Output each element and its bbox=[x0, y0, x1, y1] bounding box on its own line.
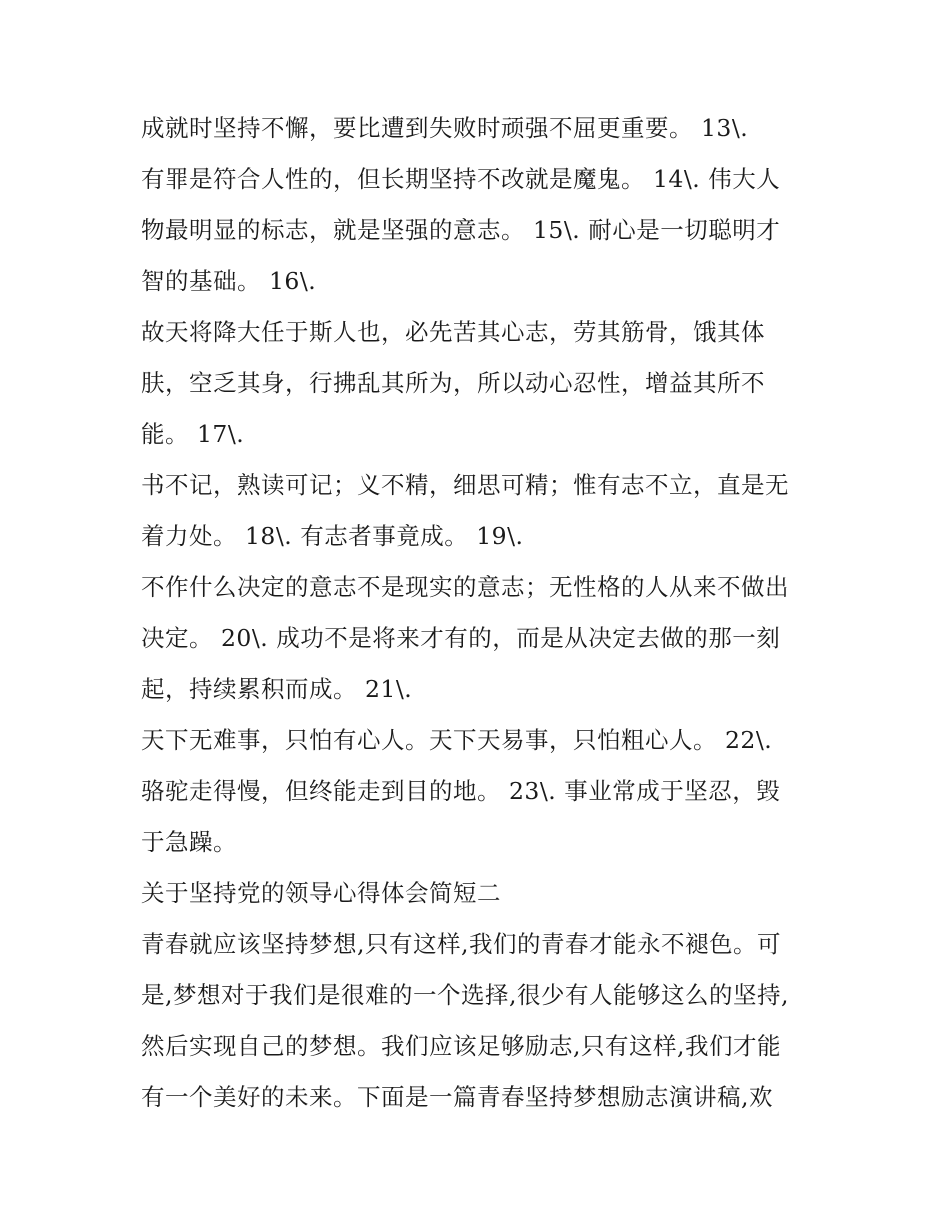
text-line: 能。 17\. bbox=[141, 420, 245, 448]
text-line: 智的基础。 16\. bbox=[141, 267, 317, 295]
text-line: 肤，空乏其身，行拂乱其所为，所以动心忍性，增益其所不 bbox=[141, 369, 765, 397]
text-line: 是,梦想对于我们是很难的一个选择,很少有人能够这么的坚持, bbox=[141, 981, 789, 1009]
document-page bbox=[141, 103, 821, 1123]
text-line: 骆驼走得慢，但终能走到目的地。 23\. 事业常成于坚忍，毁 bbox=[141, 777, 781, 805]
text-line: 青春就应该坚持梦想,只有这样,我们的青春才能永不褪色。可 bbox=[141, 930, 781, 958]
text-line: 着力处。 18\. 有志者事竟成。 19\. bbox=[141, 522, 524, 550]
text-line: 书不记，熟读可记；义不精，细思可精；惟有志不立，直是无 bbox=[141, 471, 789, 499]
text-line: 然后实现自己的梦想。我们应该足够励志,只有这样,我们才能 bbox=[141, 1032, 781, 1060]
text-line: 故天将降大任于斯人也，必先苦其心志，劳其筋骨，饿其体 bbox=[141, 318, 765, 346]
text-line: 决定。 20\. 成功不是将来才有的，而是从决定去做的那一刻 bbox=[141, 624, 781, 652]
text-line: 有一个美好的未来。下面是一篇青春坚持梦想励志演讲稿,欢 bbox=[141, 1083, 773, 1111]
section-heading: 关于坚持党的领导心得体会简短二 bbox=[141, 879, 501, 907]
text-line: 有罪是符合人性的，但长期坚持不改就是魔鬼。 14\. 伟大人 bbox=[141, 165, 781, 193]
text-line: 成就时坚持不懈，要比遭到失败时顽强不屈更重要。 13\. bbox=[141, 114, 749, 142]
text-line: 不作什么决定的意志不是现实的意志；无性格的人从来不做出 bbox=[141, 573, 789, 601]
text-line: 物最明显的标志，就是坚强的意志。 15\. 耐心是一切聪明才 bbox=[141, 216, 781, 244]
text-line: 于急躁。 bbox=[141, 828, 237, 856]
text-line: 天下无难事，只怕有心人。天下天易事，只怕粗心人。 22\. bbox=[141, 726, 773, 754]
text-line: 起，持续累积而成。 21\. bbox=[141, 675, 413, 703]
